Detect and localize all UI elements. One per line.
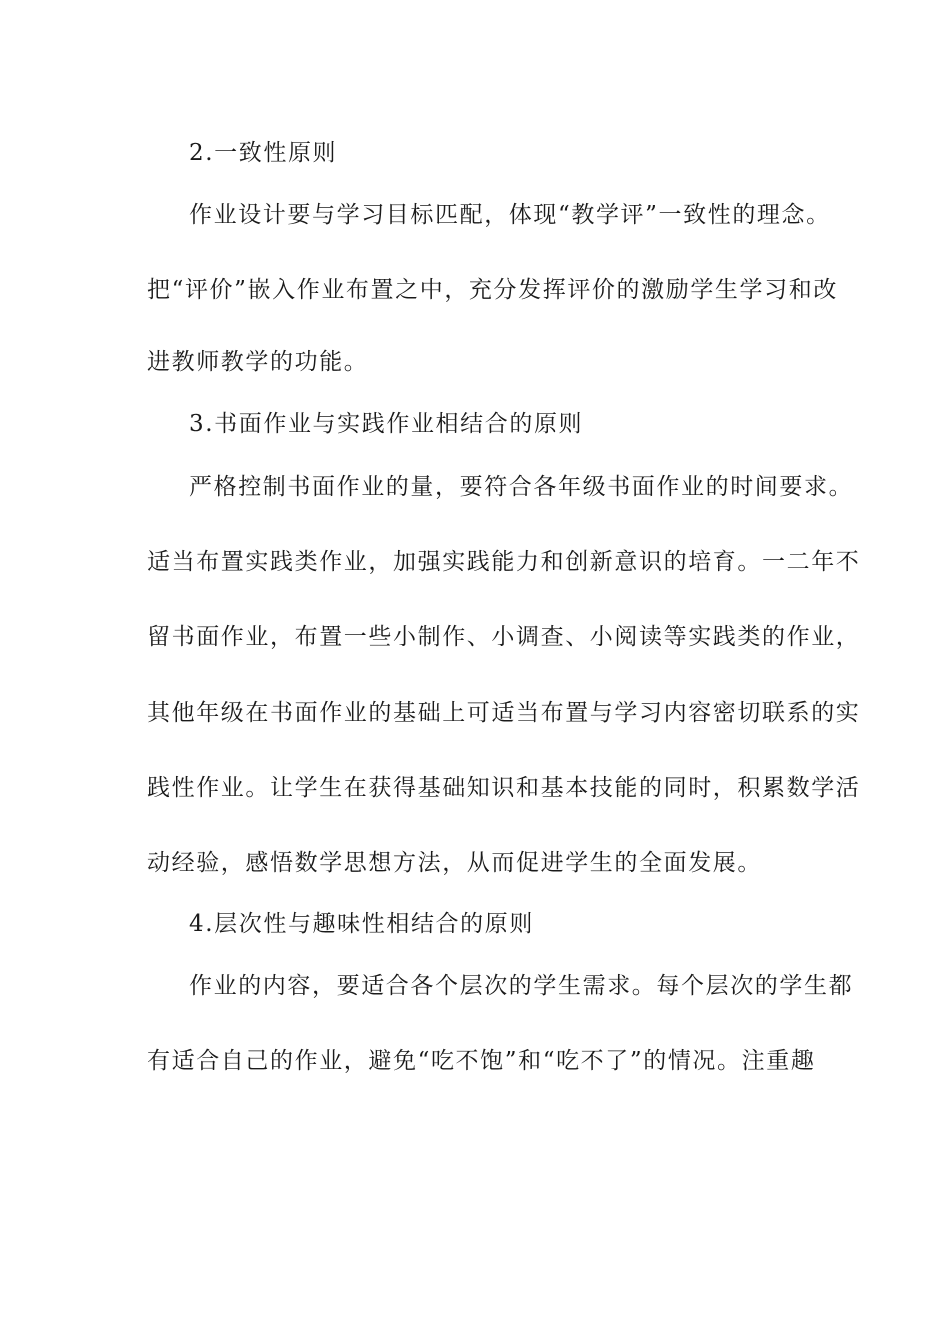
paragraph-line: 适当布置实践类作业，加强实践能力和创新意识的培育。一二年不 [147, 549, 861, 575]
section-heading-layering-interest: 4.层次性与趣味性相结合的原则 [189, 911, 534, 937]
paragraph-line: 作业设计要与学习目标匹配，体现“教学评”一致性的理念。 [189, 202, 831, 228]
paragraph-line: 践性作业。让学生在获得基础知识和基本技能的同时，积累数学活 [147, 775, 861, 801]
paragraph-line: 进教师教学的功能。 [147, 349, 369, 375]
paragraph-line: 有适合自己的作业，避免“吃不饱”和“吃不了”的情况。注重趣 [147, 1048, 816, 1074]
paragraph-line: 动经验，感悟数学思想方法，从而促进学生的全面发展。 [147, 850, 762, 876]
paragraph-line: 其他年级在书面作业的基础上可适当布置与学习内容密切联系的实 [147, 700, 861, 726]
paragraph-line: 严格控制书面作业的量，要符合各年级书面作业的时间要求。 [189, 474, 854, 500]
section-heading-written-practice: 3.书面作业与实践作业相结合的原则 [189, 411, 584, 437]
paragraph-line: 作业的内容，要适合各个层次的学生需求。每个层次的学生都 [189, 973, 854, 999]
section-heading-consistency: 2.一致性原则 [189, 140, 338, 166]
paragraph-line: 留书面作业，布置一些小制作、小调查、小阅读等实践类的作业， [147, 624, 861, 650]
paragraph-line: 把“评价”嵌入作业布置之中，充分发挥评价的激励学生学习和改 [147, 277, 838, 303]
